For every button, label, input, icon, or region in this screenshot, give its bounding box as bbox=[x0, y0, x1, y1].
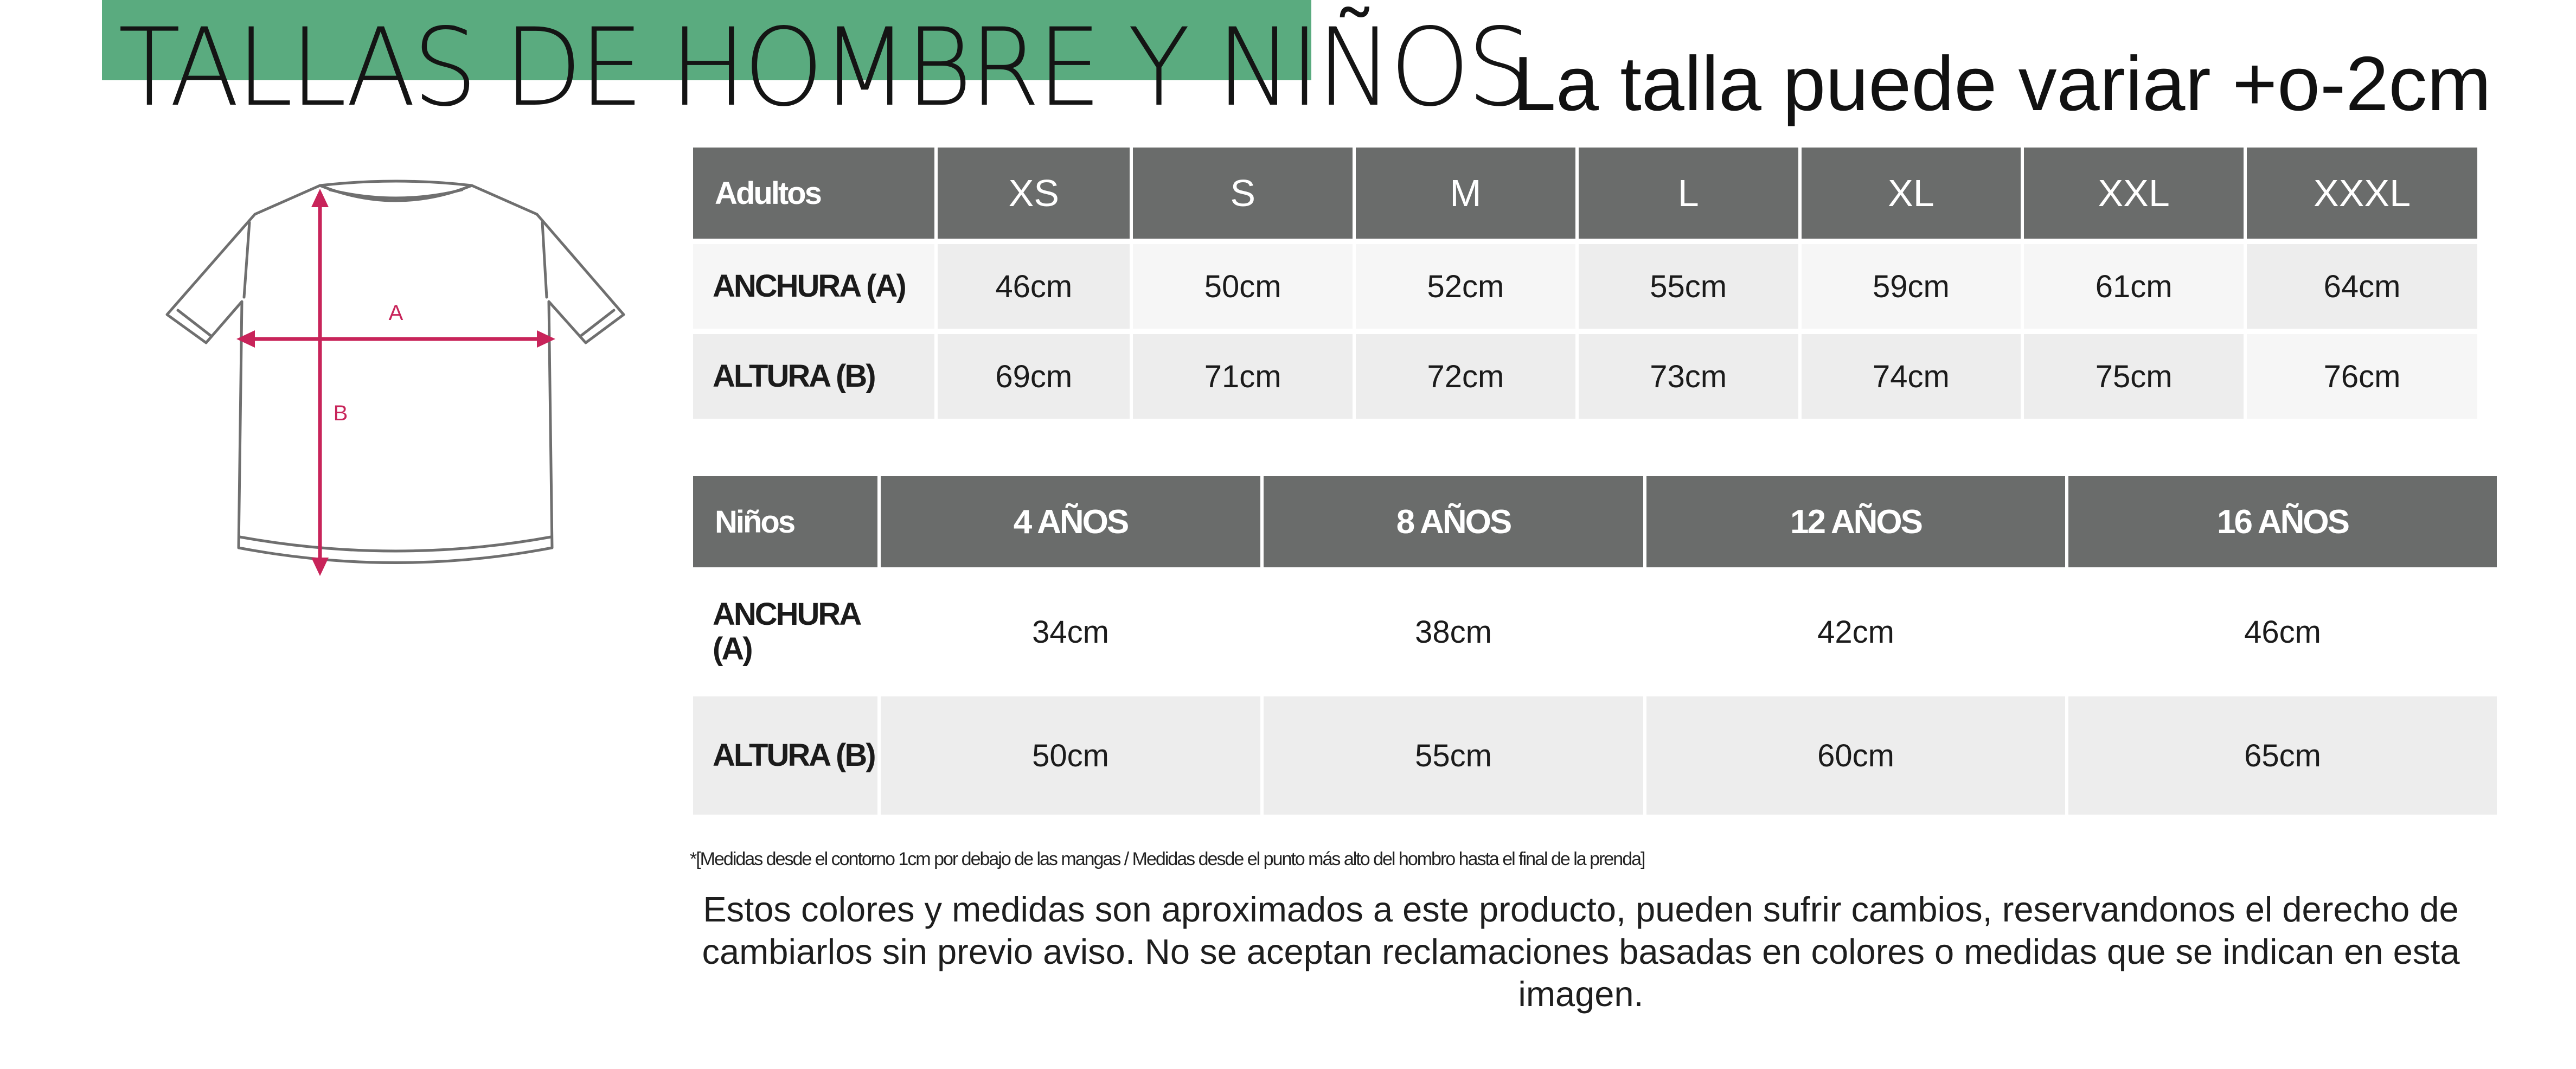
table-cell: 75cm bbox=[2024, 334, 2244, 419]
tshirt-bottom-hem bbox=[240, 537, 551, 551]
tshirt-sleeve-right-seam bbox=[542, 222, 547, 297]
tshirt-collar-inner bbox=[330, 190, 462, 198]
table-cell: 65cm bbox=[2068, 696, 2497, 815]
size-xs: XS bbox=[938, 148, 1130, 239]
table-cell: 42cm bbox=[1817, 614, 1894, 650]
label-b: B bbox=[333, 401, 348, 425]
table-cell: 64cm bbox=[2247, 244, 2477, 329]
table-cell: 76cm bbox=[2247, 334, 2477, 419]
adults-size-table bbox=[690, 142, 2481, 424]
table-cell: 55cm bbox=[1579, 244, 1798, 329]
table-cell: 74cm bbox=[1802, 334, 2021, 419]
kids-size-table bbox=[690, 471, 2500, 820]
table-cell: 34cm bbox=[1032, 614, 1109, 650]
row-label-height: ALTURA (B) bbox=[693, 334, 934, 419]
table-row bbox=[693, 696, 2497, 815]
table-cell: 55cm bbox=[1264, 696, 1643, 815]
row-label-width: ANCHURA (A) bbox=[713, 597, 860, 667]
table-cell: 59cm bbox=[1802, 244, 2021, 329]
width-arrow-right bbox=[537, 330, 555, 348]
age-16: 16 AÑOS bbox=[2068, 476, 2497, 567]
size-xxl: XXL bbox=[2024, 148, 2244, 239]
label-a: A bbox=[388, 301, 403, 325]
tshirt-outline bbox=[167, 181, 624, 563]
table-cell: 61cm bbox=[2024, 244, 2244, 329]
table-cell: 38cm bbox=[1415, 614, 1492, 650]
height-arrow-top bbox=[311, 189, 329, 207]
age-12: 12 AÑOS bbox=[1646, 476, 2065, 567]
kids-header-row bbox=[693, 476, 2497, 567]
table-cell: 73cm bbox=[1579, 334, 1798, 419]
table-row bbox=[693, 573, 2497, 691]
measurement-footnote: *[Medidas desde el contorno 1cm por debajo de las mangas / Medidas desde el punto más alto del hombro hasta el final de la prenda] bbox=[690, 849, 1645, 869]
adults-header-label: Adultos bbox=[693, 148, 934, 239]
size-xxxl: XXXL bbox=[2247, 148, 2477, 239]
table-cell: 69cm bbox=[938, 334, 1130, 419]
table-cell: 46cm bbox=[2244, 614, 2321, 650]
table-cell: 71cm bbox=[1133, 334, 1353, 419]
tshirt-sleeve-right-hem bbox=[580, 310, 614, 336]
table-cell: 72cm bbox=[1356, 334, 1575, 419]
adults-header-row bbox=[693, 148, 2477, 239]
size-variation-note: La talla puede variar +o-2cm bbox=[1513, 41, 2491, 127]
size-s: S bbox=[1133, 148, 1353, 239]
table-row bbox=[693, 334, 2477, 419]
page-title: TALLAS DE HOMBRE Y NIÑOS bbox=[118, 5, 1529, 130]
table-cell: 60cm bbox=[1646, 696, 2065, 815]
tshirt-sleeve-left-seam bbox=[244, 222, 249, 297]
disclaimer-text: Estos colores y medidas son aproximados a este producto, pueden sufrir cambios, reservandonos el derecho de cambiarlos sin previo aviso. No se aceptan reclamaciones basadas en colores o medidas que se indican en esta imagen. bbox=[702, 889, 2460, 1014]
table-cell: 50cm bbox=[1133, 244, 1353, 329]
kids-header-label: Niños bbox=[693, 476, 877, 567]
size-m: M bbox=[1356, 148, 1575, 239]
table-row bbox=[693, 244, 2477, 329]
table-cell: 52cm bbox=[1356, 244, 1575, 329]
age-4: 4 AÑOS bbox=[881, 476, 1260, 567]
tshirt-measurement-diagram bbox=[157, 174, 635, 597]
table-cell: 50cm bbox=[881, 696, 1260, 815]
size-l: L bbox=[1579, 148, 1798, 239]
size-xl: XL bbox=[1802, 148, 2021, 239]
tshirt-sleeve-left-hem bbox=[178, 310, 212, 336]
age-8: 8 AÑOS bbox=[1264, 476, 1643, 567]
table-cell: 46cm bbox=[938, 244, 1130, 329]
row-label-height: ALTURA (B) bbox=[693, 696, 877, 815]
row-label-width: ANCHURA (A) bbox=[693, 244, 934, 329]
height-arrow-bottom bbox=[311, 558, 329, 576]
width-arrow-left bbox=[236, 330, 255, 348]
